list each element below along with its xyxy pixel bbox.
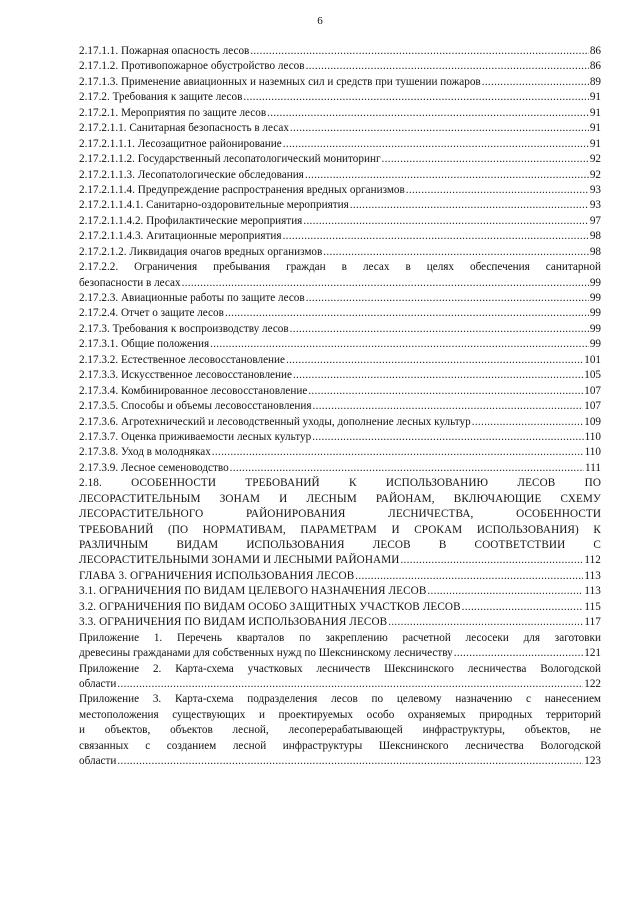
toc-entry-text: 3.2. ОГРАНИЧЕНИЯ ПО ВИДАМ ОСОБО ЗАЩИТНЫХ УЧАСТКОВ ЛЕСОВ bbox=[79, 600, 461, 613]
page-number: 6 bbox=[317, 15, 323, 27]
toc-leader-dots bbox=[117, 754, 583, 769]
table-of-contents bbox=[79, 44, 601, 770]
toc-leader-dots bbox=[267, 106, 589, 121]
toc-entry[interactable] bbox=[79, 615, 601, 630]
toc-page-number: 113 bbox=[584, 585, 601, 598]
toc-page-number: 117 bbox=[584, 616, 601, 629]
toc-entry[interactable] bbox=[79, 75, 601, 90]
toc-entry[interactable] bbox=[79, 106, 601, 121]
toc-page-number: 97 bbox=[589, 214, 601, 227]
toc-leader-dots bbox=[225, 306, 589, 321]
toc-entry[interactable] bbox=[79, 291, 601, 306]
toc-leader-dots bbox=[182, 276, 589, 291]
toc-entry-text: 2.17.3. Требования к воспроизводству лесов bbox=[79, 322, 289, 335]
toc-entry-text: 2.17.3.6. Агротехнический и лесоводственный уходы, дополнение лесных культур bbox=[79, 415, 471, 428]
toc-entry-text: безопасности в лесах bbox=[79, 276, 181, 289]
toc-page-number: 111 bbox=[585, 461, 601, 474]
toc-leader-dots bbox=[293, 368, 583, 383]
toc-entry[interactable] bbox=[79, 430, 601, 445]
toc-entry-line bbox=[79, 754, 601, 769]
toc-entry-line: 2.18. ОСОБЕННОСТИ ТРЕБОВАНИЙ К ИСПОЛЬЗОВАНИЮ ЛЕСОВ ПО bbox=[79, 477, 601, 490]
toc-leader-dots bbox=[303, 214, 588, 229]
toc-leader-dots bbox=[472, 415, 584, 430]
toc-list bbox=[79, 44, 601, 260]
toc-leader-dots bbox=[454, 646, 583, 661]
toc-page-number: 123 bbox=[584, 755, 601, 768]
toc-entry-text: 2.17.2.1.1.4. Предупреждение распространения вредных организмов bbox=[79, 183, 405, 196]
toc-leader-dots bbox=[212, 445, 584, 460]
toc-entry-2-18[interactable] bbox=[79, 476, 601, 569]
toc-entry-text: 2.17.2.1.1.4.3. Агитационные мероприятия bbox=[79, 230, 282, 243]
toc-entry-line: ТРЕБОВАНИЙ (ПО НОРМАТИВАМ, ПАРАМЕТРАМ И СРОКАМ ИСПОЛЬЗОВАНИЯ) К bbox=[79, 523, 601, 536]
toc-entry-line bbox=[79, 677, 601, 692]
toc-entry[interactable] bbox=[79, 584, 601, 599]
toc-entry[interactable] bbox=[79, 569, 601, 584]
toc-leader-dots bbox=[323, 245, 589, 260]
toc-leader-dots bbox=[482, 75, 589, 90]
toc-entry-text: 2.17.3.1. Общие положения bbox=[79, 338, 210, 351]
toc-leader-dots bbox=[283, 137, 589, 152]
toc-leader-dots bbox=[243, 90, 588, 105]
toc-entry-text: ГЛАВА 3. ОГРАНИЧЕНИЯ ИСПОЛЬЗОВАНИЯ ЛЕСОВ bbox=[79, 569, 355, 582]
toc-entry-text: 2.17.2.3. Авиационные работы по защите лесов bbox=[79, 292, 305, 304]
toc-entry-line bbox=[79, 646, 601, 661]
toc-entry-text: 2.17.3.8. Уход в молодняках bbox=[79, 446, 211, 459]
toc-entry-text: 2.17.2.4. Отчет о защите лесов bbox=[79, 307, 224, 320]
toc-entry-text: 2.17.1.1. Пожарная опасность лесов bbox=[79, 45, 250, 57]
toc-list bbox=[79, 569, 601, 631]
toc-entry[interactable] bbox=[79, 137, 601, 152]
toc-entry[interactable] bbox=[79, 306, 601, 321]
toc-page-number: 92 bbox=[589, 153, 601, 166]
toc-entry[interactable] bbox=[79, 399, 601, 414]
toc-entry[interactable] bbox=[79, 121, 601, 136]
toc-page-number: 98 bbox=[589, 245, 601, 258]
toc-entry-text: области bbox=[79, 677, 117, 690]
toc-page-number: 91 bbox=[589, 91, 601, 104]
toc-page-number: 121 bbox=[584, 647, 601, 660]
toc-entry-text: 2.17.2.1.1.4.1. Санитарно-оздоровительные мероприятия bbox=[79, 199, 349, 212]
toc-entry-line: РАЗЛИЧНЫМ ВИДАМ ИСПОЛЬЗОВАНИЯ ЛЕСОВ В СООТВЕТСТВИИ С bbox=[79, 539, 601, 551]
toc-page-number: 107 bbox=[584, 400, 601, 413]
toc-entry-text: 2.17.3.2. Естественное лесовосстановление bbox=[79, 353, 285, 366]
toc-page-number: 98 bbox=[589, 230, 601, 243]
toc-entry-line: Приложение 2. Карта-схема участковых лесничеств Шекснинского лесничества Вологодской bbox=[79, 662, 601, 675]
toc-leader-dots bbox=[290, 322, 589, 337]
toc-entry-text: 2.17.3.4. Комбинированное лесовосстановление bbox=[79, 384, 308, 397]
toc-page-number: 113 bbox=[584, 569, 601, 582]
toc-page-number: 89 bbox=[589, 75, 601, 88]
toc-entry[interactable] bbox=[79, 337, 601, 352]
toc-entry[interactable] bbox=[79, 415, 601, 430]
toc-appendix-3[interactable] bbox=[79, 692, 601, 769]
toc-entry-text: 2.17.2. Требования к защите лесов bbox=[79, 91, 243, 104]
toc-leader-dots bbox=[306, 291, 589, 306]
toc-page-number: 91 bbox=[589, 137, 601, 150]
toc-entry-text: 2.17.2.1. Мероприятия по защите лесов bbox=[79, 106, 267, 119]
toc-page-number: 99 bbox=[589, 276, 601, 289]
toc-entry-text: 2.17.1.2. Противопожарное обустройство лесов bbox=[79, 60, 305, 73]
toc-leader-dots bbox=[312, 430, 583, 445]
toc-page-number: 112 bbox=[584, 554, 601, 567]
toc-entry[interactable] bbox=[79, 214, 601, 229]
toc-page-number: 99 bbox=[589, 322, 601, 335]
toc-entry[interactable] bbox=[79, 168, 601, 183]
toc-entry-text: 3.3. ОГРАНИЧЕНИЯ ПО ВИДАМ ИСПОЛЬЗОВАНИЯ ЛЕСОВ bbox=[79, 616, 388, 629]
toc-entry[interactable] bbox=[79, 368, 601, 383]
toc-appendix-1[interactable] bbox=[79, 631, 601, 662]
toc-entry-text: 2.17.2.1.1.2. Государственный лесопатологический мониторинг bbox=[79, 153, 381, 166]
toc-entry[interactable] bbox=[79, 461, 601, 476]
toc-leader-dots bbox=[388, 615, 583, 630]
toc-leader-dots bbox=[210, 337, 589, 352]
toc-leader-dots bbox=[250, 44, 588, 59]
toc-page-number: 99 bbox=[589, 292, 601, 304]
toc-entry[interactable] bbox=[79, 183, 601, 198]
toc-entry-line: и объектов, объектов лесной, лесоперерабатывающей инфраструктуры, объектов, не bbox=[79, 724, 601, 737]
toc-entry-line: Приложение 1. Перечень кварталов по закреплению расчетной лесосеки для заготовки bbox=[79, 631, 601, 644]
toc-entry[interactable] bbox=[79, 384, 601, 399]
toc-entry[interactable] bbox=[79, 229, 601, 244]
toc-entry[interactable] bbox=[79, 322, 601, 337]
toc-page-number: 115 bbox=[584, 600, 601, 613]
toc-entry-text: 2.17.3.9. Лесное семеноводство bbox=[79, 461, 229, 474]
toc-leader-dots bbox=[230, 461, 584, 476]
toc-page-number: 122 bbox=[584, 677, 601, 690]
toc-entry-text: 2.17.2.1.1. Санитарная безопасность в лесах bbox=[79, 122, 289, 135]
toc-entry-line bbox=[79, 276, 601, 291]
toc-appendix-2[interactable] bbox=[79, 662, 601, 693]
toc-entry[interactable] bbox=[79, 59, 601, 74]
toc-leader-dots bbox=[283, 229, 589, 244]
toc-page-number: 91 bbox=[589, 122, 601, 135]
toc-leader-dots bbox=[308, 384, 583, 399]
toc-entry-line: связанных с созданием лесной инфраструктуры Шекснинского лесничества Вологодской bbox=[79, 739, 601, 752]
toc-entry-line: 2.17.2.2. Ограничения пребывания граждан в лесах в целях обеспечения санитарной bbox=[79, 261, 601, 274]
toc-page-number: 110 bbox=[584, 446, 601, 459]
toc-entry[interactable] bbox=[79, 245, 601, 260]
toc-page-number: 86 bbox=[589, 45, 601, 57]
toc-leader-dots bbox=[306, 59, 589, 74]
toc-leader-dots bbox=[427, 584, 583, 599]
toc-entry-line bbox=[79, 553, 601, 568]
toc-entry-text: 2.17.2.1.2. Ликвидация очагов вредных организмов bbox=[79, 245, 323, 258]
toc-entry[interactable] bbox=[79, 198, 601, 213]
toc-entry-line: Приложение 3. Карта-схема подразделения лесов по целевому назначению с нанесением bbox=[79, 693, 601, 706]
toc-leader-dots bbox=[290, 121, 589, 136]
toc-page-number: 99 bbox=[589, 307, 601, 320]
toc-entry[interactable] bbox=[79, 353, 601, 368]
toc-entry[interactable] bbox=[79, 90, 601, 105]
toc-leader-dots bbox=[117, 677, 583, 692]
toc-entry-line: ЛЕСОРАСТИТЕЛЬНОГО РАЙОНИРОВАНИЯ ЛЕСНИЧЕСТВА, ОСОБЕННОСТИ bbox=[79, 508, 601, 521]
toc-page-number: 92 bbox=[589, 168, 601, 181]
toc-page-number: 109 bbox=[584, 415, 601, 428]
toc-page-number: 86 bbox=[589, 60, 601, 73]
toc-page-number: 93 bbox=[589, 199, 601, 212]
toc-leader-dots bbox=[286, 353, 583, 368]
toc-entry[interactable] bbox=[79, 152, 601, 167]
toc-leader-dots bbox=[350, 198, 589, 213]
toc-entry-text: 2.17.1.3. Применение авиационных и наземных сил и средств при тушении пожаров bbox=[79, 75, 481, 88]
toc-entry[interactable] bbox=[79, 600, 601, 615]
toc-entry-text: 2.17.2.1.1.3. Лесопатологические обследования bbox=[79, 168, 304, 181]
toc-entry-line: местоположения существующих и проектируемых особо охраняемых природных территорий bbox=[79, 708, 601, 721]
toc-leader-dots bbox=[305, 168, 589, 183]
toc-leader-dots bbox=[355, 569, 583, 584]
toc-entry[interactable] bbox=[79, 44, 601, 59]
toc-leader-dots bbox=[400, 553, 583, 568]
toc-entry-text: 2.17.3.7. Оценка приживаемости лесных культур bbox=[79, 430, 312, 443]
toc-leader-dots bbox=[462, 600, 584, 615]
toc-page-number: 101 bbox=[584, 353, 601, 366]
toc-list bbox=[79, 291, 601, 476]
toc-entry-text: области bbox=[79, 755, 117, 768]
toc-leader-dots bbox=[406, 183, 589, 198]
toc-page-number: 107 bbox=[584, 384, 601, 397]
toc-leader-dots bbox=[313, 399, 584, 414]
toc-page-number: 99 bbox=[589, 338, 601, 351]
toc-leader-dots bbox=[382, 152, 589, 167]
toc-entry-text: 2.17.2.1.1.1. Лесозащитное районирование bbox=[79, 137, 282, 150]
toc-entry-text: древесины гражданами для собственных нужд по Шекснинскому лесничеству bbox=[79, 647, 453, 660]
toc-entry-text: 2.17.3.3. Искусственное лесовосстановление bbox=[79, 369, 292, 382]
toc-entry-text: ЛЕСОРАСТИТЕЛЬНЫМИ ЗОНАМИ И ЛЕСНЫМИ РАЙОНАМИ bbox=[79, 554, 400, 567]
toc-page-number: 105 bbox=[584, 369, 601, 382]
toc-entry-text: 2.17.2.1.1.4.2. Профилактические мероприятия bbox=[79, 214, 303, 227]
toc-entry[interactable] bbox=[79, 445, 601, 460]
toc-entry-2-17-2-2[interactable] bbox=[79, 260, 601, 291]
toc-entry-line: ЛЕСОРАСТИТЕЛЬНЫМ ЗОНАМ И ЛЕСНЫМ РАЙОНАМ, ВКЛЮЧАЮЩИЕ СХЕМУ bbox=[79, 492, 601, 505]
toc-page-number: 110 bbox=[584, 430, 601, 443]
toc-entry-text: 3.1. ОГРАНИЧЕНИЯ ПО ВИДАМ ЦЕЛЕВОГО НАЗНАЧЕНИЯ ЛЕСОВ bbox=[79, 585, 427, 598]
toc-entry-text: 2.17.3.5. Способы и объемы лесовосстановления bbox=[79, 400, 312, 413]
toc-page-number: 93 bbox=[589, 183, 601, 196]
toc-page-number: 91 bbox=[589, 106, 601, 119]
